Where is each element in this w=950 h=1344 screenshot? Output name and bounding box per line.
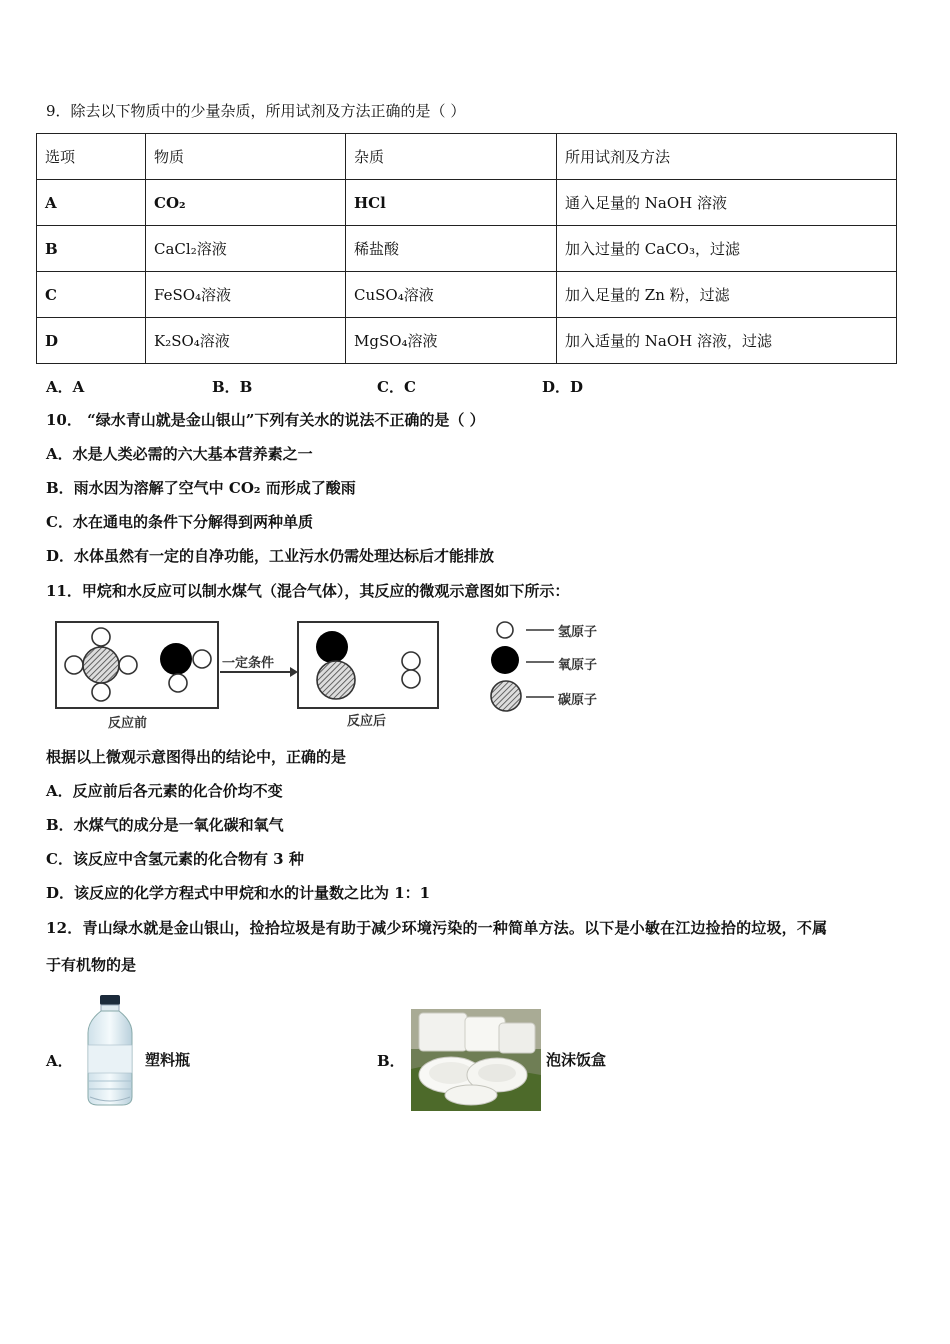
carbon-atom (83, 647, 119, 683)
foam-box-image (411, 1009, 541, 1111)
hydrogen-atom (92, 628, 110, 646)
q11-option-c[interactable]: C．该反应中含氢元素的化合物有 3 种 (46, 850, 304, 868)
row-method: 加入过量的 CaCO₃，过滤 (557, 226, 897, 272)
row-impurity: 稀盐酸 (346, 226, 557, 272)
q10-stem: 10． “绿水青山就是金山银山”下列有关水的说法不正确的是（ ） (46, 411, 485, 429)
hydrogen-atom (402, 670, 420, 688)
table-row (37, 226, 897, 272)
table-header-row (37, 134, 897, 180)
q12-stem-line1: 12．青山绿水就是金山银山，捡拾垃圾是有助于减少环境污染的一种简单方法。以下是小敏在江边捡拾的垃圾，不属 (46, 919, 828, 937)
q12-option-a-label: 塑料瓶 (145, 1051, 191, 1069)
row-substance: CO₂ (146, 180, 346, 226)
q9-choice-a[interactable]: A．A (46, 378, 85, 396)
hydrogen-atom (193, 650, 211, 668)
legend-hydrogen-label: 氢原子 (558, 625, 598, 640)
legend-hydrogen-symbol (497, 622, 513, 638)
q10-option-a[interactable]: A．水是人类必需的六大基本营养素之一 (46, 445, 313, 463)
arrow-condition-label: 一定条件 (222, 656, 275, 671)
q10-option-d[interactable]: D．水体虽然有一定的自净功能，工业污水仍需处理达标后才能排放 (46, 547, 495, 565)
q9-choice-d[interactable]: D．D (542, 378, 584, 396)
q11-option-b[interactable]: B．水煤气的成分是一氧化碳和氧气 (46, 816, 284, 834)
row-option: D (37, 318, 146, 364)
row-method: 通入足量的 NaOH 溶液 (557, 180, 897, 226)
plastic-bottle-image (78, 993, 142, 1109)
q9-choice-c[interactable]: C．C (377, 378, 416, 396)
row-method: 加入足量的 Zn 粉，过滤 (557, 272, 897, 318)
q10-option-b[interactable]: B．雨水因为溶解了空气中 CO₂ 而形成了酸雨 (46, 479, 356, 497)
hydrogen-atom (119, 656, 137, 674)
hydrogen-atom (65, 656, 83, 674)
hydrogen-atom (92, 683, 110, 701)
q11-stem: 11．甲烷和水反应可以制水煤气（混合气体），其反应的微观示意图如下所示： (46, 582, 570, 600)
q11-option-a[interactable]: A．反应前后各元素的化合价均不变 (46, 782, 283, 800)
row-impurity: HCl (346, 180, 557, 226)
row-substance: CaCl₂溶液 (146, 226, 346, 272)
row-option: C (37, 272, 146, 318)
row-method: 加入适量的 NaOH 溶液，过滤 (557, 318, 897, 364)
oxygen-atom (316, 631, 348, 663)
before-label: 反应前 (108, 716, 148, 731)
q10-option-c[interactable]: C．水在通电的条件下分解得到两种单质 (46, 513, 313, 531)
legend-carbon-label: 碳原子 (558, 693, 598, 708)
row-impurity: MgSO₄溶液 (346, 318, 557, 364)
q12-stem-line2: 于有机物的是 (46, 956, 137, 974)
header-substance: 物质 (146, 134, 346, 180)
legend-carbon-symbol (491, 681, 521, 711)
header-impurity: 杂质 (346, 134, 557, 180)
after-label: 反应后 (347, 714, 387, 729)
legend-oxygen-label: 氧原子 (558, 658, 598, 673)
q9-table (36, 133, 897, 364)
hydrogen-atom (169, 674, 187, 692)
q11-option-d[interactable]: D．该反应的化学方程式中甲烷和水的计量数之比为 1：1 (46, 884, 431, 902)
q12-option-a-letter[interactable]: A． (46, 1052, 73, 1070)
table-row (37, 272, 897, 318)
row-option: A (37, 180, 146, 226)
q12-option-b-letter[interactable]: B． (377, 1052, 405, 1070)
table-row (37, 318, 897, 364)
row-substance: FeSO₄溶液 (146, 272, 346, 318)
q9-choice-b[interactable]: B．B (212, 378, 253, 396)
row-impurity: CuSO₄溶液 (346, 272, 557, 318)
row-substance: K₂SO₄溶液 (146, 318, 346, 364)
legend-oxygen-symbol (491, 646, 519, 674)
oxygen-atom (160, 643, 192, 675)
arrow-head (290, 667, 298, 677)
table-row (37, 180, 897, 226)
q12-option-b-label: 泡沫饭盒 (546, 1051, 607, 1069)
row-option: B (37, 226, 146, 272)
q11-lead: 根据以上微观示意图得出的结论中，正确的是 (46, 748, 347, 766)
carbon-atom (317, 661, 355, 699)
q9-stem: 9．除去以下物质中的少量杂质，所用试剂及方法正确的是（ ） (46, 102, 466, 120)
header-option: 选项 (37, 134, 146, 180)
hydrogen-atom (402, 652, 420, 670)
header-method: 所用试剂及方法 (557, 134, 897, 180)
